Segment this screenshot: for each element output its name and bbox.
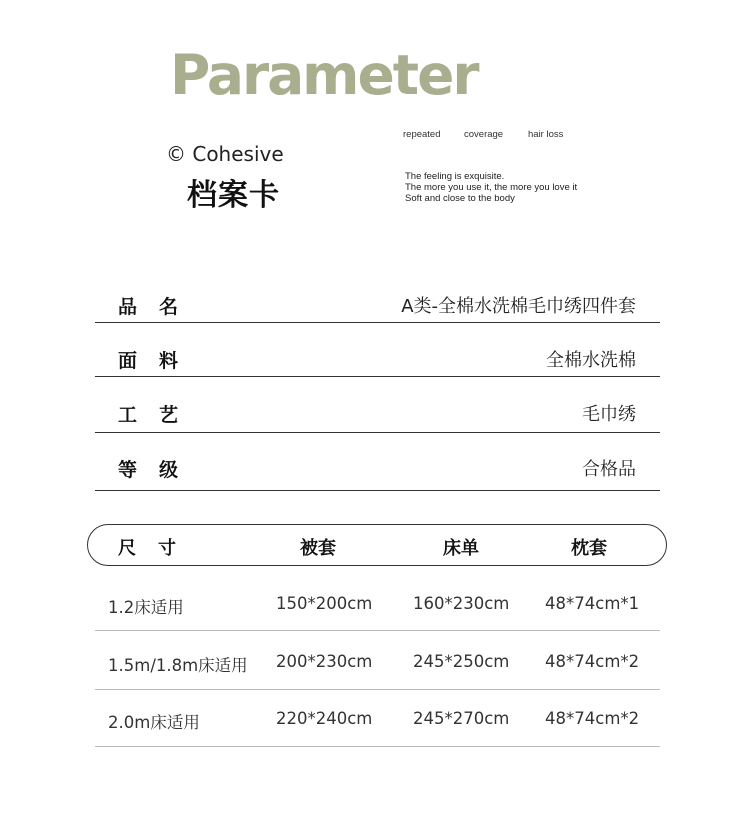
size-row-1-bed: 1.2床适用 xyxy=(108,598,184,617)
property-value-craft: 毛巾绣 xyxy=(582,404,636,425)
size-row-2-pillowcase: 48*74cm*2 xyxy=(545,652,640,671)
tagline-2: The more you use it, the more you love it xyxy=(405,182,578,193)
size-row-3-sheet: 245*270cm xyxy=(413,709,510,728)
size-header-size: 尺寸 xyxy=(118,538,198,559)
divider xyxy=(95,376,660,377)
property-value-fabric: 全棉水洗棉 xyxy=(546,350,636,371)
size-row-3-bed: 2.0m床适用 xyxy=(108,713,200,732)
tag-hair-loss: hair loss xyxy=(528,129,564,140)
row-divider xyxy=(95,746,660,747)
size-row-1-duvet: 150*200cm xyxy=(276,594,373,613)
size-row-1-pillowcase: 48*74cm*1 xyxy=(545,594,640,613)
tag-repeated: repeated xyxy=(403,129,441,140)
tagline-3: Soft and close to the body xyxy=(405,193,515,204)
size-row-3-pillowcase: 48*74cm*2 xyxy=(545,709,640,728)
divider xyxy=(95,490,660,491)
page-title: Parameter xyxy=(170,43,478,107)
divider xyxy=(95,322,660,323)
tagline-1: The feeling is exquisite. xyxy=(405,171,505,182)
size-row-1-sheet: 160*230cm xyxy=(413,594,510,613)
property-label-craft: 工艺 xyxy=(118,404,201,426)
divider xyxy=(95,432,660,433)
brand-name: © Cohesive xyxy=(166,142,284,166)
property-value-grade: 合格品 xyxy=(582,459,636,480)
size-header-sheet: 床单 xyxy=(443,538,479,559)
size-header-pillowcase: 枕套 xyxy=(571,538,607,559)
property-value-name: A类-全棉水洗棉毛巾绣四件套 xyxy=(401,296,636,317)
size-row-2-duvet: 200*230cm xyxy=(276,652,373,671)
page-subtitle: 档案卡 xyxy=(187,178,280,213)
tag-coverage: coverage xyxy=(464,129,504,140)
row-divider xyxy=(95,689,660,690)
size-row-3-duvet: 220*240cm xyxy=(276,709,373,728)
size-header-duvet: 被套 xyxy=(300,538,336,559)
property-label-fabric: 面料 xyxy=(118,350,201,372)
row-divider xyxy=(95,630,660,631)
property-label-name: 品名 xyxy=(118,296,201,318)
size-row-2-sheet: 245*250cm xyxy=(413,652,510,671)
property-label-grade: 等级 xyxy=(118,459,201,481)
size-row-2-bed: 1.5m/1.8m床适用 xyxy=(108,656,248,675)
